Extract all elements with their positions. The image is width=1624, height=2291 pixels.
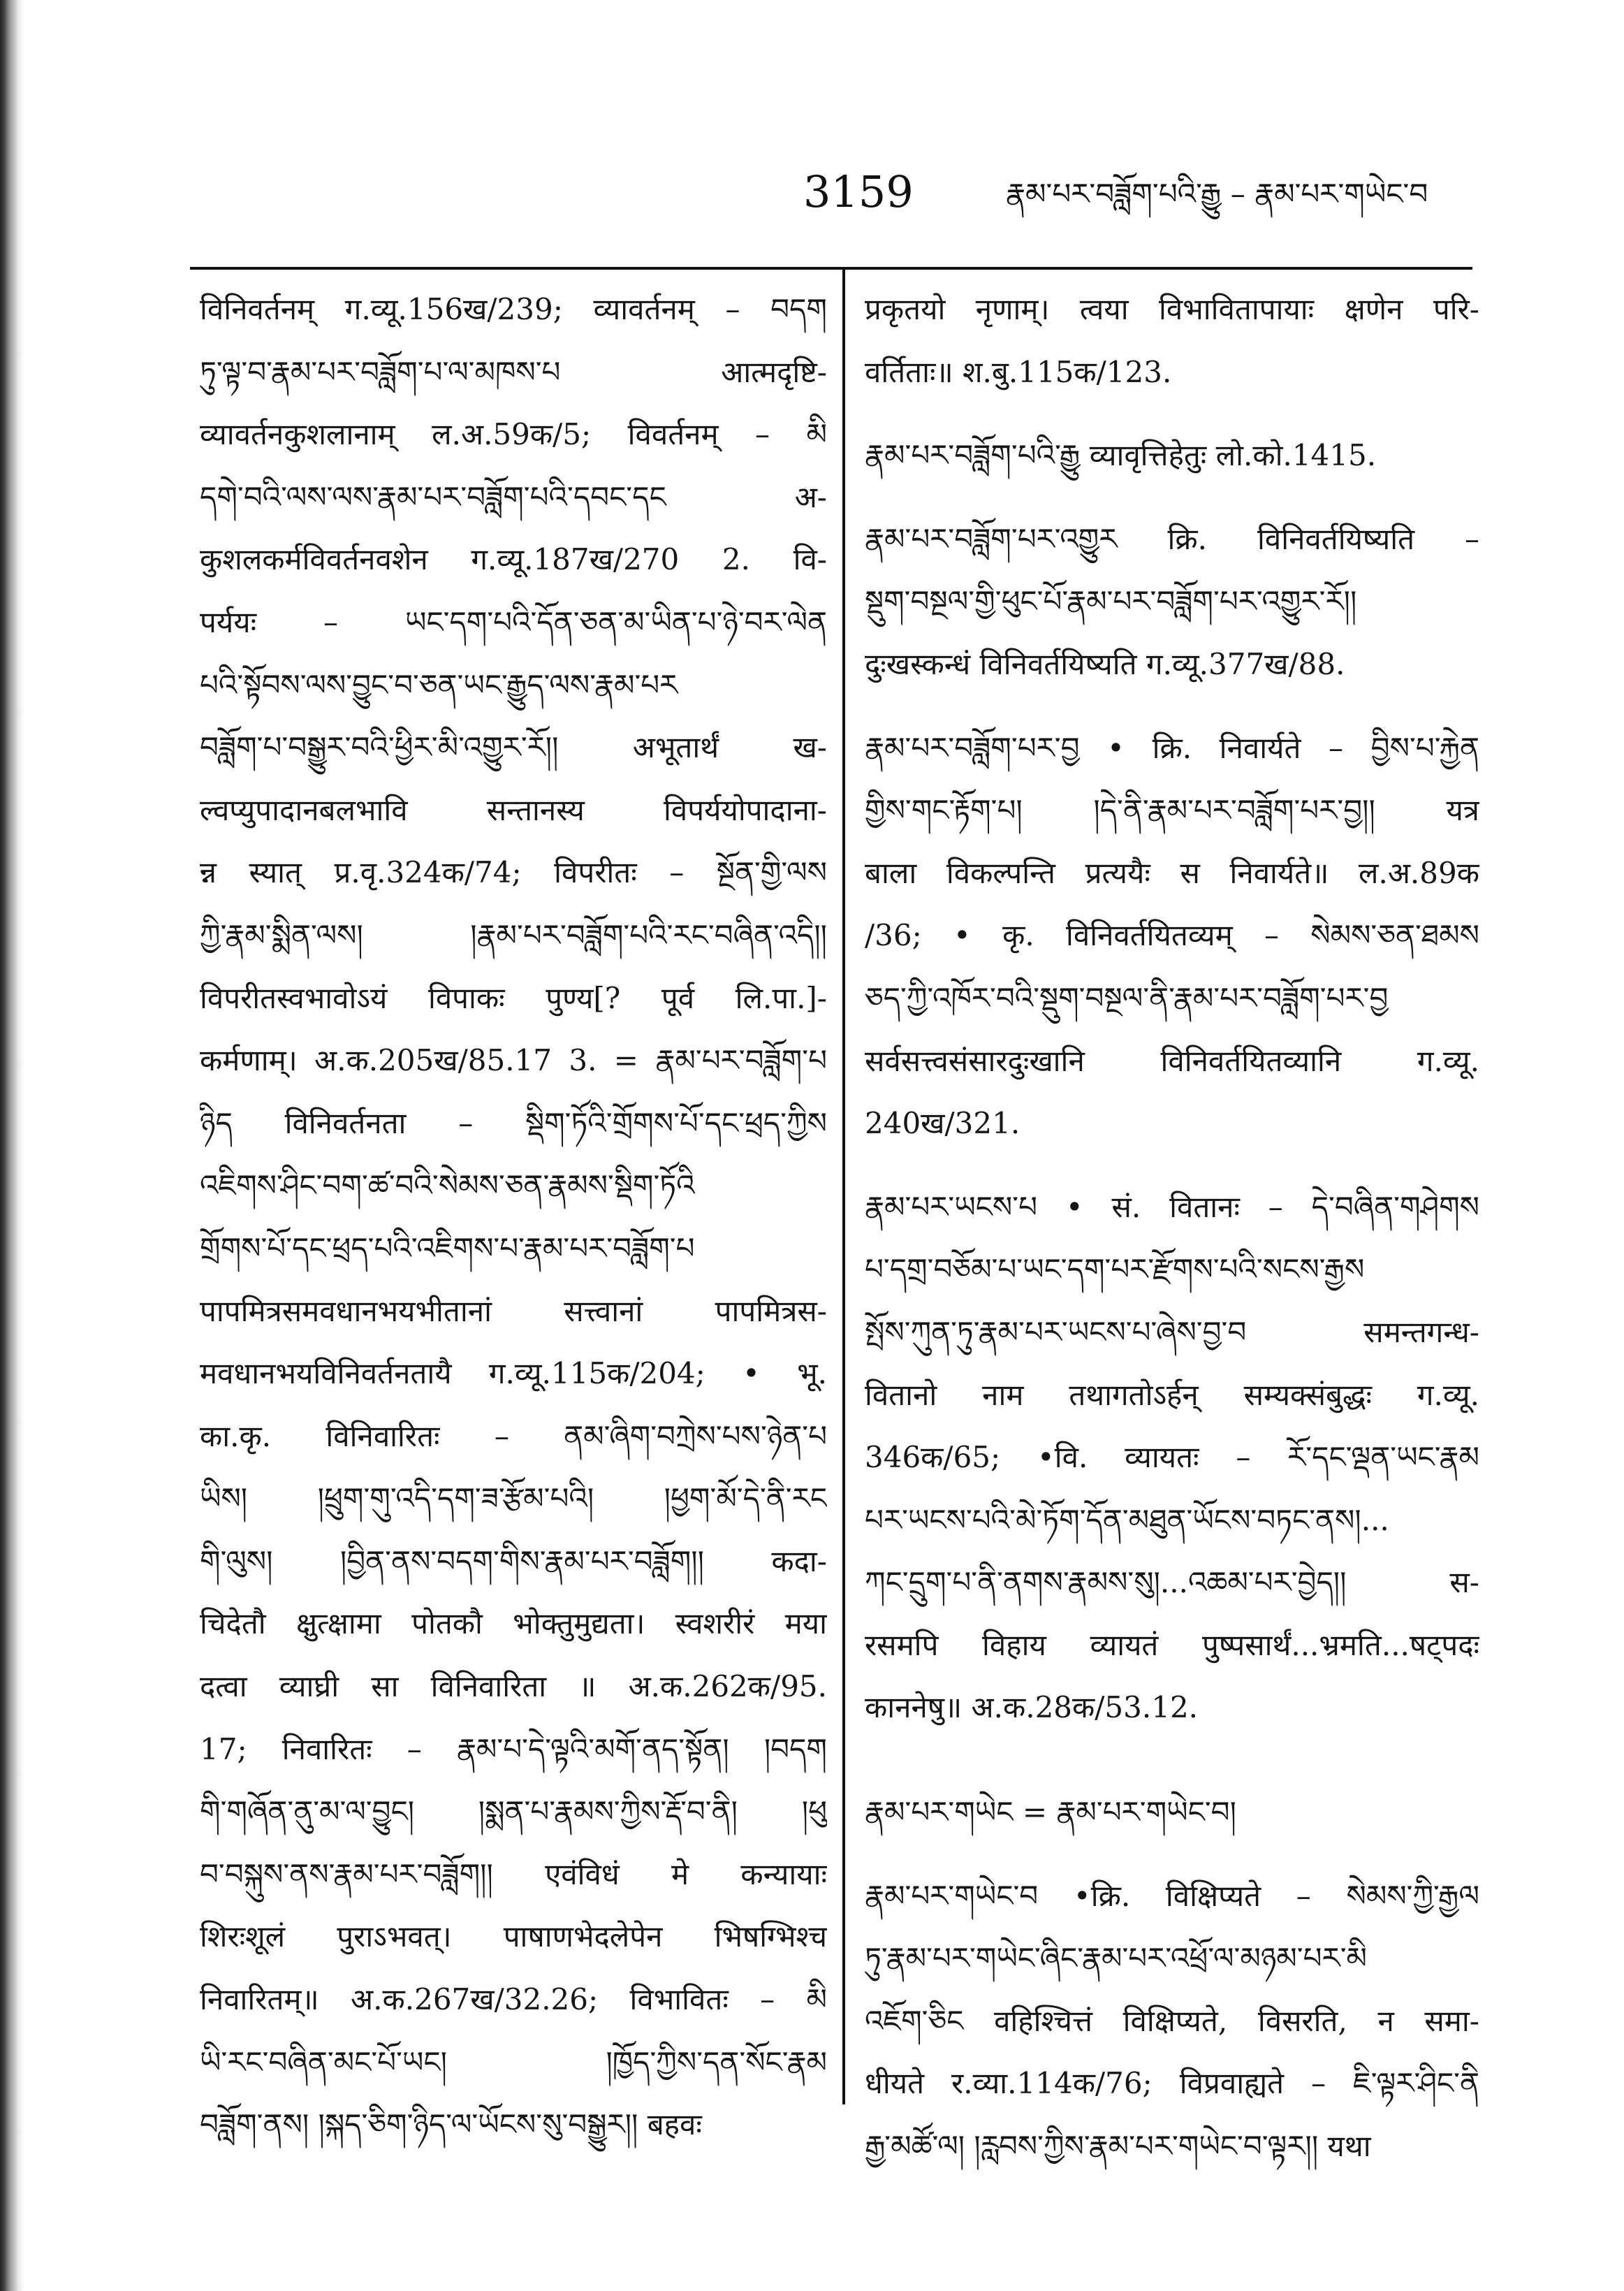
text-line: दुःखस्कन्धं विनिवर्तयिष्यति ग.व्यू.377ख/88.	[865, 646, 1345, 681]
text-line: རྣམ་པར་ཡངས་པ • सं. वितानः – དེ་བཞིན་གཤེགས	[865, 1189, 1479, 1224]
text-line: ཀྱི་རྣམ་སྨིན་ལས། །རྣམ་པར་བཟློག་པའི་རང་བཞིན་འདི།།	[200, 917, 827, 952]
text-line: པའི་སྟོབས་ལས་བྱུང་བ་ཅན་ཡང་རྒྱུད་ལས་རྣམ་པར	[200, 667, 678, 702]
page-header	[0, 164, 1624, 227]
text-line: कुशलकर्मविवर्तनवशेन ग.व्यू.187ख/270 2. वि-	[200, 542, 827, 577]
text-line: ཅད་ཀྱི་འཁོར་བའི་སྡུག་བསྔལ་ནི་རྣམ་པར་བཟློག་པར་བྱ	[865, 980, 1389, 1015]
running-head: རྣམ་པར་བཟློག་པའི་རྒྱུ – རྣམ་པར་གཡེང་བ	[1006, 177, 1428, 211]
text-line: གྱིས་གང་རྟོག་པ། །དེ་ནི་རྣམ་པར་བཟློག་པར་བྱ།། यत्र	[865, 793, 1479, 828]
entry-vyavrittihetu	[865, 424, 1479, 487]
text-line: वितानो नाम तथागतोऽर्हन् सम्यक्संबुद्धः ग.व्यू.	[865, 1377, 1479, 1412]
text-line: པ་དགྲ་བཅོམ་པ་ཡང་དག་པར་རྫོགས་པའི་སངས་རྒྱས	[865, 1252, 1365, 1287]
text-line: पापमित्रसमवधानभयभीतानां सत्त्वानां पापमित्रस-	[200, 1293, 827, 1328]
text-line: मवधानभयविनिवर्तनतायै ग.व्यू.115क/204; • भू.	[200, 1356, 827, 1391]
text-line: व्यावर्तनकुशलानाम् ल.अ.59क/5; विवर्तनम् – མི	[200, 417, 827, 452]
left-column	[200, 278, 827, 2156]
entry-vikshipyate	[865, 1865, 1479, 2178]
text-line: འཇིགས་ཤིང་བག་ཚ་བའི་སེམས་ཅན་རྣམས་སྡིག་ཏོའི	[200, 1168, 695, 1203]
text-line: པར་ཡངས་པའི་མེ་ཏོག་དོན་མཐུན་ཡོངས་བཏང་ནས།...	[865, 1502, 1389, 1537]
text-line: རྣམ་པར་གཡེང = རྣམ་པར་གཡེང་བ།	[865, 1795, 1236, 1830]
text-line: འཇོག་ཅིང वहिश्चित्तं विक्षिप्यते, विसरति, न समा-	[865, 2003, 1479, 2038]
text-line: वर्तिताः॥ श.बु.115क/123.	[865, 354, 1172, 389]
entry-vinivartayishyati	[865, 508, 1479, 696]
text-line: पर्ययः – ཡང་དག་པའི་དོན་ཅན་མ་ཡིན་པ་ཉེ་བར་ལེན	[200, 604, 827, 639]
text-line: རྣམ་པར་གཡེང་བ •क्रि. विक्षिप्यते – སེམས་ཀྱི་རྒྱལ	[865, 1878, 1479, 1913]
entry-continuation	[865, 278, 1479, 403]
text-line: कर्मणाम्। अ.क.205ख/85.17 3. = རྣམ་པར་བཟློག་པ	[200, 1043, 827, 1078]
scanned-binding-edge	[0, 0, 24, 2291]
text-line: दत्वा व्याघ्री सा विनिवारिता ॥ अ.क.262क/95.	[200, 1669, 827, 1704]
text-line: ཡི་རང་བཞིན་མང་པོ་ཡང། །ཁྱོད་ཀྱིས་དན་སོང་རྣམ	[200, 2044, 827, 2079]
text-line: काननेषु॥ अ.क.28क/53.12.	[865, 1690, 1199, 1725]
text-line: རྣམ་པར་བཟློག་པར་བྱ • क्रि. निवार्यते – བྱིས་པ་རྐྱེན	[865, 730, 1479, 765]
header-rule	[190, 267, 1472, 270]
right-column	[865, 278, 1479, 2178]
text-line: བ་བསྐུས་ནས་རྣམ་པར་བཟློག།། एवंविधं मे कन्यायाः	[200, 1856, 827, 1891]
text-line: གྲོགས་པོ་དང་ཕྲད་པའི་འཇིགས་པ་རྣམ་པར་བཟློག་པ	[200, 1230, 695, 1265]
text-line: विनिवर्तनम् ग.व्यू.156ख/239; व्यावर्तनम् – བདག	[200, 292, 827, 326]
entry-nivaryate	[865, 717, 1479, 1155]
text-line: विपरीतस्वभावोऽयं विपाकः पुण्य[? पूर्व लि.पा.]-	[200, 980, 827, 1015]
text-line: प्रकृतयो नृणाम्। त्वया विभावितापायाः क्षणेन परि-	[865, 292, 1479, 326]
text-line: རྒྱ་མཚོ་ལ། །རླབས་ཀྱིས་རྣམ་པར་གཡེང་བ་ལྟར།། यथा	[865, 2129, 1371, 2164]
text-line: ཏུ་རྣམ་པར་གཡེང་ཞིང་རྣམ་པར་འཕྲོ་ལ་མཉམ་པར་མི	[865, 1941, 1367, 1976]
text-line: ཉིད विनिवर्तनता – སྡིག་ཏོའི་གྲོགས་པོ་དང་ཕྲད་ཀྱིས	[200, 1105, 827, 1140]
column-divider	[842, 267, 845, 2104]
text-line: 346क/65; •वि. व्यायतः – རོ་དང་ལྡན་ཡང་རྣམ	[865, 1440, 1479, 1475]
page-number: 3159	[803, 166, 914, 217]
text-line: བཟློག་ནས། །སྐད་ཅིག་ཉིད་ལ་ཡོངས་སུ་བསྒྱུར།། बहवः	[200, 2107, 702, 2142]
text-line: སྤོས་ཀུན་ཏུ་རྣམ་པར་ཡངས་པ་ཞེས་བྱ་བ समन्तगन्ध-	[865, 1314, 1479, 1349]
text-line: /36; • कृ. विनिवर्तयितव्यम् – སེམས་ཅན་ཐམས	[865, 918, 1479, 953]
text-line: བཟློག་པ་བསྒྱུར་བའི་ཕྱིར་མི་འགྱུར་རོ།། अभूतार्थं ख-	[200, 730, 827, 765]
entry-gyeng	[865, 1781, 1479, 1844]
text-line: ल्वप्युपादानबलभावि सन्तानस्य विपर्ययोपादाना-	[200, 792, 827, 827]
entry-vitana	[865, 1176, 1479, 1739]
text-line: ཏུ་ལྟ་བ་རྣམ་པར་བཟློག་པ་ལ་མཁས་པ आत्मदृष्टि-	[200, 354, 827, 389]
text-line: धीयते र.व्या.114क/76; विप्रवाह्यते – ཇི་ལྟར་ཤིང་ནི	[865, 2066, 1479, 2101]
text-line: चिदेतौ क्षुत्क्षामा पोतकौ भोक्तुमुद्यता। स्वशरीरं मया	[200, 1606, 827, 1641]
text-line: 240ख/321.	[865, 1106, 1021, 1141]
text-line: रसमपि विहाय व्यायतं पुष्पसार्थं...भ्रमति...षट्पदः	[865, 1627, 1479, 1662]
text-line: གི་གཞོན་ནུ་མ་ལ་བྱུང། །སྨན་པ་རྣམས་ཀྱིས་རྡོ་བ་ནི། །ཕུ	[200, 1794, 827, 1829]
text-line: निवारितम्॥ अ.क.267ख/32.26; विभावितः – མི	[200, 1982, 827, 2017]
text-line: ཡིས། །ཕྲུག་གུ་འདི་དག་ཟ་རྩོམ་པའི། །ཕྱག་མོ་དེ་ནི་རང	[200, 1481, 827, 1516]
text-line: सर्वसत्त्वसंसारदुःखानि विनिवर्तयितव्यानि ग.व्यू.	[865, 1043, 1479, 1078]
text-line: बाला विकल्पन्ति प्रत्ययैः स निवार्यते॥ ल.अ.89क	[865, 855, 1479, 890]
text-line: རྣམ་པར་བཟློག་པའི་རྒྱུ व्यावृत्तिहेतुः लो.को.1415.	[865, 438, 1377, 473]
text-line: དགེ་བའི་ལས་ལས་རྣམ་པར་བཟློག་པའི་དབང་དང अ-	[200, 479, 827, 514]
text-line: ཀང་དྲུག་པ་ནི་ནགས་རྣམས་སུ།...འཆམ་པར་བྱེད།། स-	[865, 1565, 1479, 1600]
text-line: སྡུག་བསྔལ་གྱི་ཕུང་པོ་རྣམ་པར་བཟློག་པར་འགྱུར་རོ།།	[865, 584, 1357, 619]
text-line: 17; निवारितः – རྣམ་པ་དེ་ལྟའི་མགོ་ནད་སྟོན། །བདག	[200, 1731, 827, 1766]
text-line: शिरःशूलं पुराऽभवत्। पाषाणभेदलेपेन भिषग्भिश्च	[200, 1919, 827, 1954]
text-line: का.कृ. विनिवारितः – ནམ་ཞིག་བཀྲེས་པས་ཉེན་པ	[200, 1418, 827, 1453]
text-line: གི་ལུས། །བྱིན་ནས་བདག་གིས་རྣམ་པར་བཟློག།། कदा-	[200, 1543, 827, 1578]
text-line: न्न स्यात् प्र.वृ.324क/74; विपरीतः – སྔོན་གྱི་ལས	[200, 855, 827, 890]
text-line: རྣམ་པར་བཟློག་པར་འགྱུར क्रि. विनिवर्तयिष्यति –	[865, 521, 1479, 556]
